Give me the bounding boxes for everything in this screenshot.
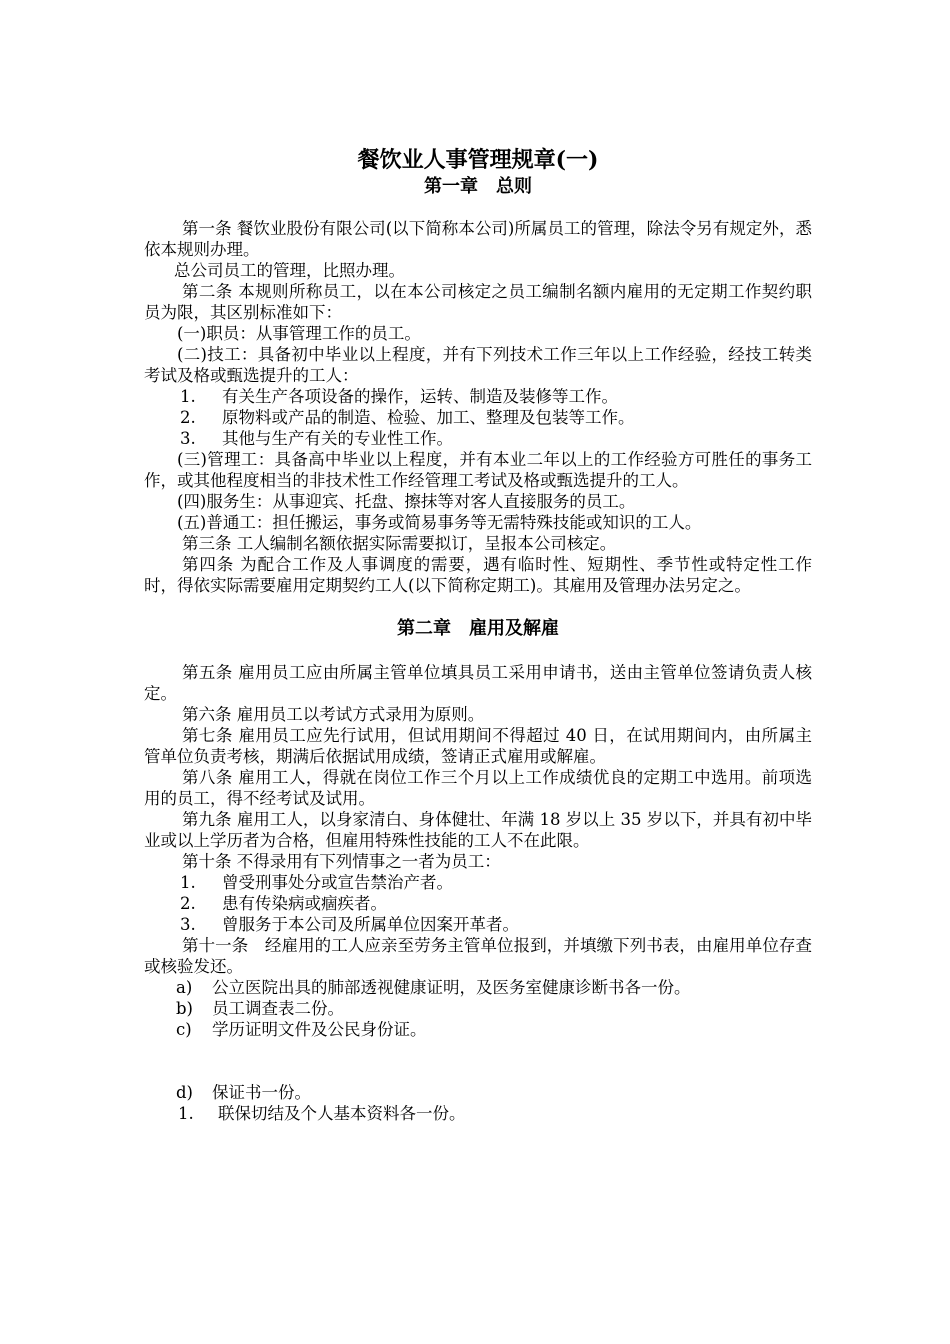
list-item: 1. 有关生产各项设备的操作，运转、制造及装修等工作。 <box>180 387 618 406</box>
list-item: 1. 联保切结及个人基本资料各一份。 <box>178 1104 466 1123</box>
guarantee-sublist <box>144 1103 812 1124</box>
article-3: 第三条 工人编制名额依据实际需要拟订，呈报本公司核定。 <box>182 534 617 553</box>
article-6: 第六条 雇用员工以考试方式录用为原则。 <box>182 705 485 724</box>
list-item: 2. 患有传染病或痼疾者。 <box>180 894 387 913</box>
document-title: 餐饮业人事管理规章(一) <box>357 147 599 173</box>
chapter-2-heading: 第二章 雇用及解雇 <box>397 618 559 639</box>
document-body <box>144 146 812 1124</box>
technician-work-list <box>144 386 812 449</box>
article-4: 第四条 为配合工作及人事调度的需要，遇有临时性、短期性、季节性或特定性工作时，得依实际需要雇用定期契约工人(以下简称定期工)。其雇用及管理办法另定之。 <box>144 555 812 595</box>
list-item: a) 公立医院出具的肺部透视健康证明，及医务室健康诊断书各一份。 <box>176 978 691 997</box>
article-8: 第八条 雇用工人，得就在岗位工作三个月以上工作成绩优良的定期工中选用。前项选用的员工，得不经考试及试用。 <box>144 768 812 808</box>
article-5: 第五条 雇用员工应由所属主管单位填具员工采用申请书，送由主管单位签请负责人核定。 <box>144 663 812 703</box>
article-10: 第十条 不得录用有下列情事之一者为员工： <box>182 852 501 871</box>
list-item: 2. 原物料或产品的制造、检验、加工、整理及包装等工作。 <box>180 408 635 427</box>
category-waiter: (四)服务生：从事迎宾、托盘、擦抹等对客人直接服务的员工。 <box>177 492 636 511</box>
list-item: 3. 其他与生产有关的专业性工作。 <box>180 429 453 448</box>
blank-space <box>144 1040 812 1082</box>
list-item: 1. 曾受刑事处分或宣告禁治产者。 <box>180 873 453 892</box>
required-documents-list <box>144 977 812 1103</box>
article-7: 第七条 雇用员工应先行试用，但试用期间不得超过 40 日，在试用期间内，由所属主管单位负责考核，期满后依据试用成绩，签请正式雇用或解雇。 <box>144 726 812 766</box>
category-staff: (一)职员：从事管理工作的员工。 <box>177 324 421 343</box>
list-item: b) 员工调查表二份。 <box>176 999 344 1018</box>
article-1-note: 总公司员工的管理，比照办理。 <box>174 261 405 280</box>
list-item: 3. 曾服务于本公司及所属单位因案开革者。 <box>180 915 519 934</box>
disqualification-list <box>144 872 812 935</box>
article-2: 第二条 本规则所称员工，以在本公司核定之员工编制名额内雇用的无定期工作契约职员为限，其区别标准如下： <box>144 282 812 322</box>
article-9: 第九条 雇用工人，以身家清白、身体健壮、年满 18 岁以上 35 岁以下，并具有初中毕业或以上学历者为合格，但雇用特殊性技能的工人不在此限。 <box>144 810 812 850</box>
category-management-worker: (三)管理工：具备高中毕业以上程度，并有本业二年以上的工作经验方可胜任的事务工作，或其他程度相当的非技术性工作经管理工考试及格或甄选提升的工人。 <box>144 450 812 490</box>
article-11: 第十一条 经雇用的工人应亲至劳务主管单位报到，并填缴下列书表，由雇用单位存查或核验发还。 <box>144 936 812 976</box>
chapter-1-heading: 第一章 总则 <box>424 176 532 197</box>
category-general-worker: (五)普通工：担任搬运，事务或简易事务等无需特殊技能或知识的工人。 <box>177 513 702 532</box>
category-technician: (二)技工：具备初中毕业以上程度，并有下列技术工作三年以上工作经验，经技工转类考试及格或甄选提升的工人： <box>144 345 812 385</box>
list-item: c) 学历证明文件及公民身份证。 <box>176 1020 427 1039</box>
article-1: 第一条 餐饮业股份有限公司(以下简称本公司)所属员工的管理，除法令另有规定外，悉依本规则办理。 <box>144 219 812 259</box>
list-item: d) 保证书一份。 <box>176 1083 311 1102</box>
